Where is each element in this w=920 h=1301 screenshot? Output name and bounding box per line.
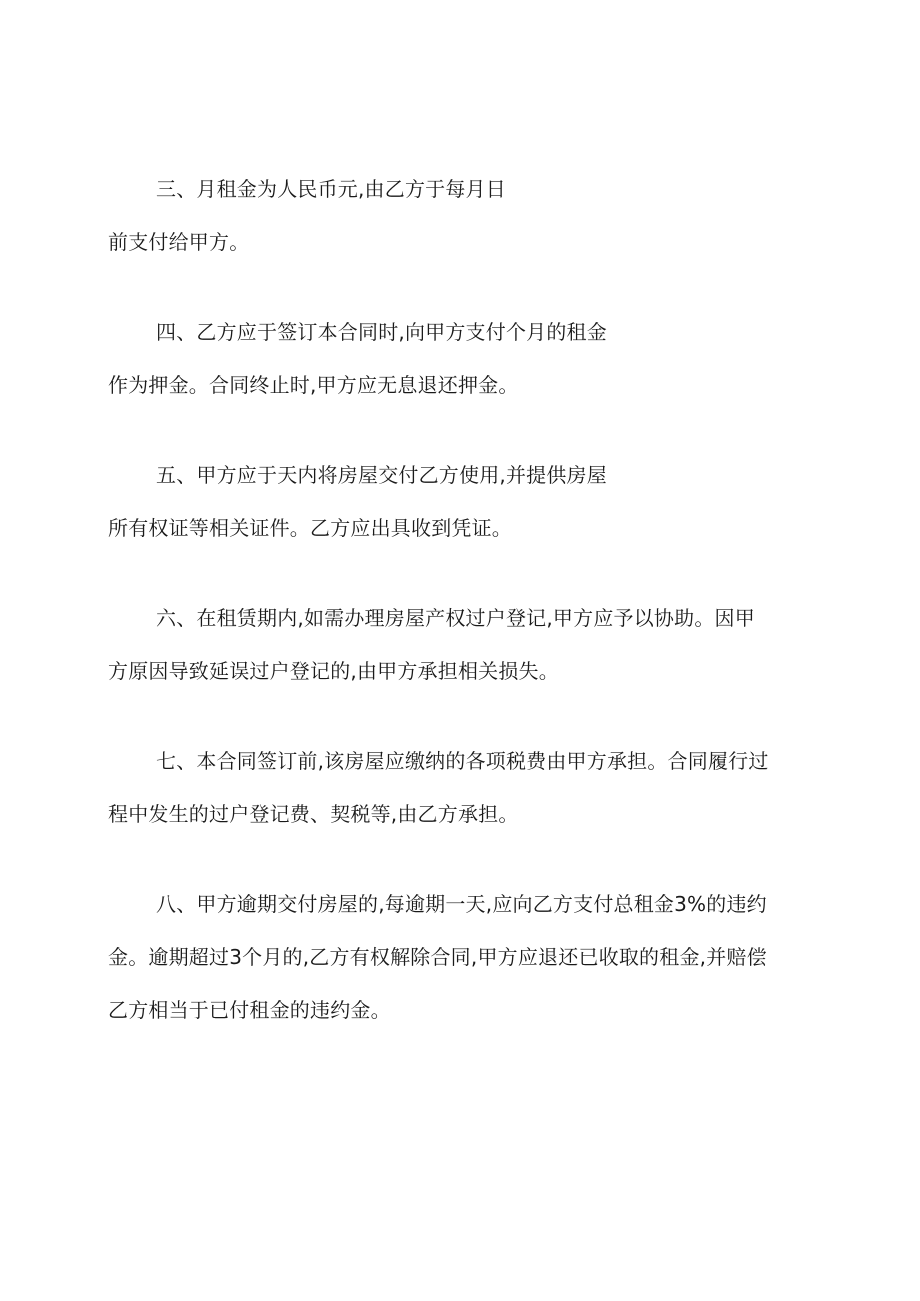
clause-five [108, 465, 820, 538]
clause-six [108, 608, 820, 681]
clause-line: 四、乙方应于签订本合同时,向甲方支付个月的租金 [156, 320, 607, 344]
clause-line: 八、甲方逾期交付房屋的,每逾期一天,应向乙方支付总租金3%的违约 [156, 892, 767, 916]
clause-line: 五、甲方应于天内将房屋交付乙方使用,并提供房屋 [156, 463, 607, 487]
clause-seven [108, 751, 820, 824]
clause-line: 前支付给甲方。 [108, 230, 250, 254]
clause-line: 六、在租赁期内,如需办理房屋产权过户登记,甲方应予以协助。因甲 [156, 606, 755, 630]
clause-eight [108, 894, 820, 1020]
clause-three [108, 179, 820, 252]
clause-line: 七、本合同签订前,该房屋应缴纳的各项税费由甲方承担。合同履行过 [156, 749, 769, 773]
clause-line: 方原因导致延误过户登记的,由甲方承担相关损失。 [108, 659, 559, 683]
clause-line: 金。逾期超过3个月的,乙方有权解除合同,甲方应退还已收取的租金,并赔偿 [108, 945, 767, 969]
clause-line: 程中发生的过户登记费、契税等,由乙方承担。 [108, 802, 519, 826]
clause-line: 乙方相当于已付租金的违约金。 [108, 998, 391, 1022]
clause-line: 作为押金。合同终止时,甲方应无息退还押金。 [108, 373, 519, 397]
clause-line: 三、月租金为人民币元,由乙方于每月日 [156, 177, 506, 201]
clause-line: 所有权证等相关证件。乙方应出具收到凭证。 [108, 516, 512, 540]
clause-four [108, 322, 820, 395]
